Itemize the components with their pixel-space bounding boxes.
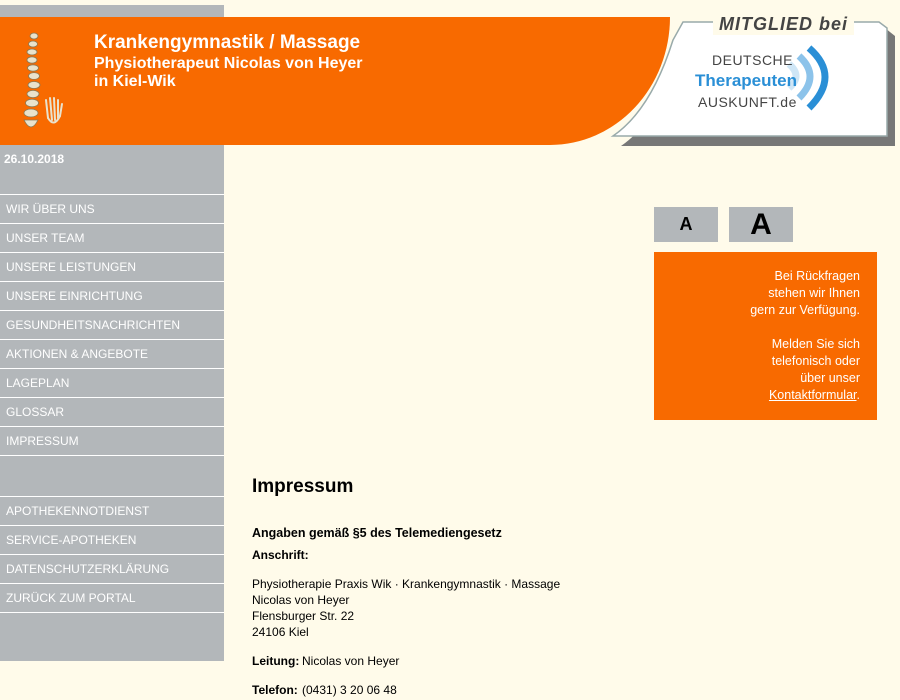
address-line: Flensburger Str. 22 (252, 609, 355, 623)
font-size-large-button[interactable]: A (729, 207, 793, 242)
anschrift-label: Anschrift: (252, 548, 309, 562)
info-line: Melden Sie sich (771, 337, 860, 351)
nav-item-lageplan[interactable]: LAGEPLAN (0, 368, 224, 397)
nav-item-glossar[interactable]: GLOSSAR (0, 397, 224, 426)
info-line: Bei Rückfragen (774, 269, 860, 283)
badge-auskunft-text: AUSKUNFT.de (698, 94, 797, 110)
primary-nav (0, 194, 224, 456)
telefon-label: Telefon: (252, 683, 298, 697)
telefon-value: (0431) 3 20 06 48 (302, 683, 397, 697)
current-date: 26.10.2018 (4, 152, 65, 166)
site-title: Krankengymnastik / Massage (94, 32, 361, 53)
address-line: 24106 Kiel (252, 625, 309, 639)
sidebar-top-strip (0, 5, 224, 17)
nav-item-wir-ueber-uns[interactable]: WIR ÜBER UNS (0, 194, 224, 223)
info-line: telefonisch oder (771, 354, 860, 368)
link-suffix: . (856, 388, 860, 402)
page-subtitle: Angaben gemäß §5 des Telemediengesetz (252, 526, 502, 540)
spine-skeleton-icon (10, 28, 70, 138)
contact-info-box (654, 252, 877, 420)
page-title: Impressum (252, 476, 354, 497)
badge-deutsche-text: DEUTSCHE (712, 52, 794, 68)
nav-item-gesundheitsnachrichten[interactable]: GESUNDHEITSNACHRICHTEN (0, 310, 224, 339)
nav-item-datenschutzerklaerung[interactable]: DATENSCHUTZERKLÄRUNG (0, 554, 224, 583)
info-line: gern zur Verfügung. (750, 303, 860, 317)
info-line: stehen wir Ihnen (768, 286, 860, 300)
address-line: Nicolas von Heyer (252, 593, 350, 607)
nav-item-apothekennotdienst[interactable]: APOTHEKENNOTDIENST (0, 496, 224, 525)
nav-item-service-apotheken[interactable]: SERVICE-APOTHEKEN (0, 525, 224, 554)
badge-mitglied-text: MITGLIED bei (713, 14, 854, 35)
font-size-small-button[interactable]: A (654, 207, 718, 242)
nav-item-unsere-leistungen[interactable]: UNSERE LEISTUNGEN (0, 252, 224, 281)
leitung-label: Leitung: (252, 654, 300, 668)
address-line: Physiotherapie Praxis Wik · Krankengymnastik · Massage (252, 577, 561, 591)
leitung-value: Nicolas von Heyer (302, 654, 400, 668)
site-subtitle: Physiotherapeut Nicolas von Heyer (94, 55, 363, 72)
nav-item-unsere-einrichtung[interactable]: UNSERE EINRICHTUNG (0, 281, 224, 310)
site-location: in Kiel-Wik (94, 73, 176, 90)
secondary-nav (0, 496, 224, 613)
info-line: über unser (800, 371, 860, 385)
badge-therapeuten-text: Therapeuten (695, 71, 798, 90)
main-content (252, 476, 852, 697)
nav-item-zurueck-zum-portal[interactable]: ZURÜCK ZUM PORTAL (0, 583, 224, 613)
nav-item-impressum[interactable]: IMPRESSUM (0, 426, 224, 456)
contact-form-link[interactable]: Kontaktformular (768, 388, 857, 402)
nav-item-unser-team[interactable]: UNSER TEAM (0, 223, 224, 252)
nav-item-aktionen-angebote[interactable]: AKTIONEN & ANGEBOTE (0, 339, 224, 368)
